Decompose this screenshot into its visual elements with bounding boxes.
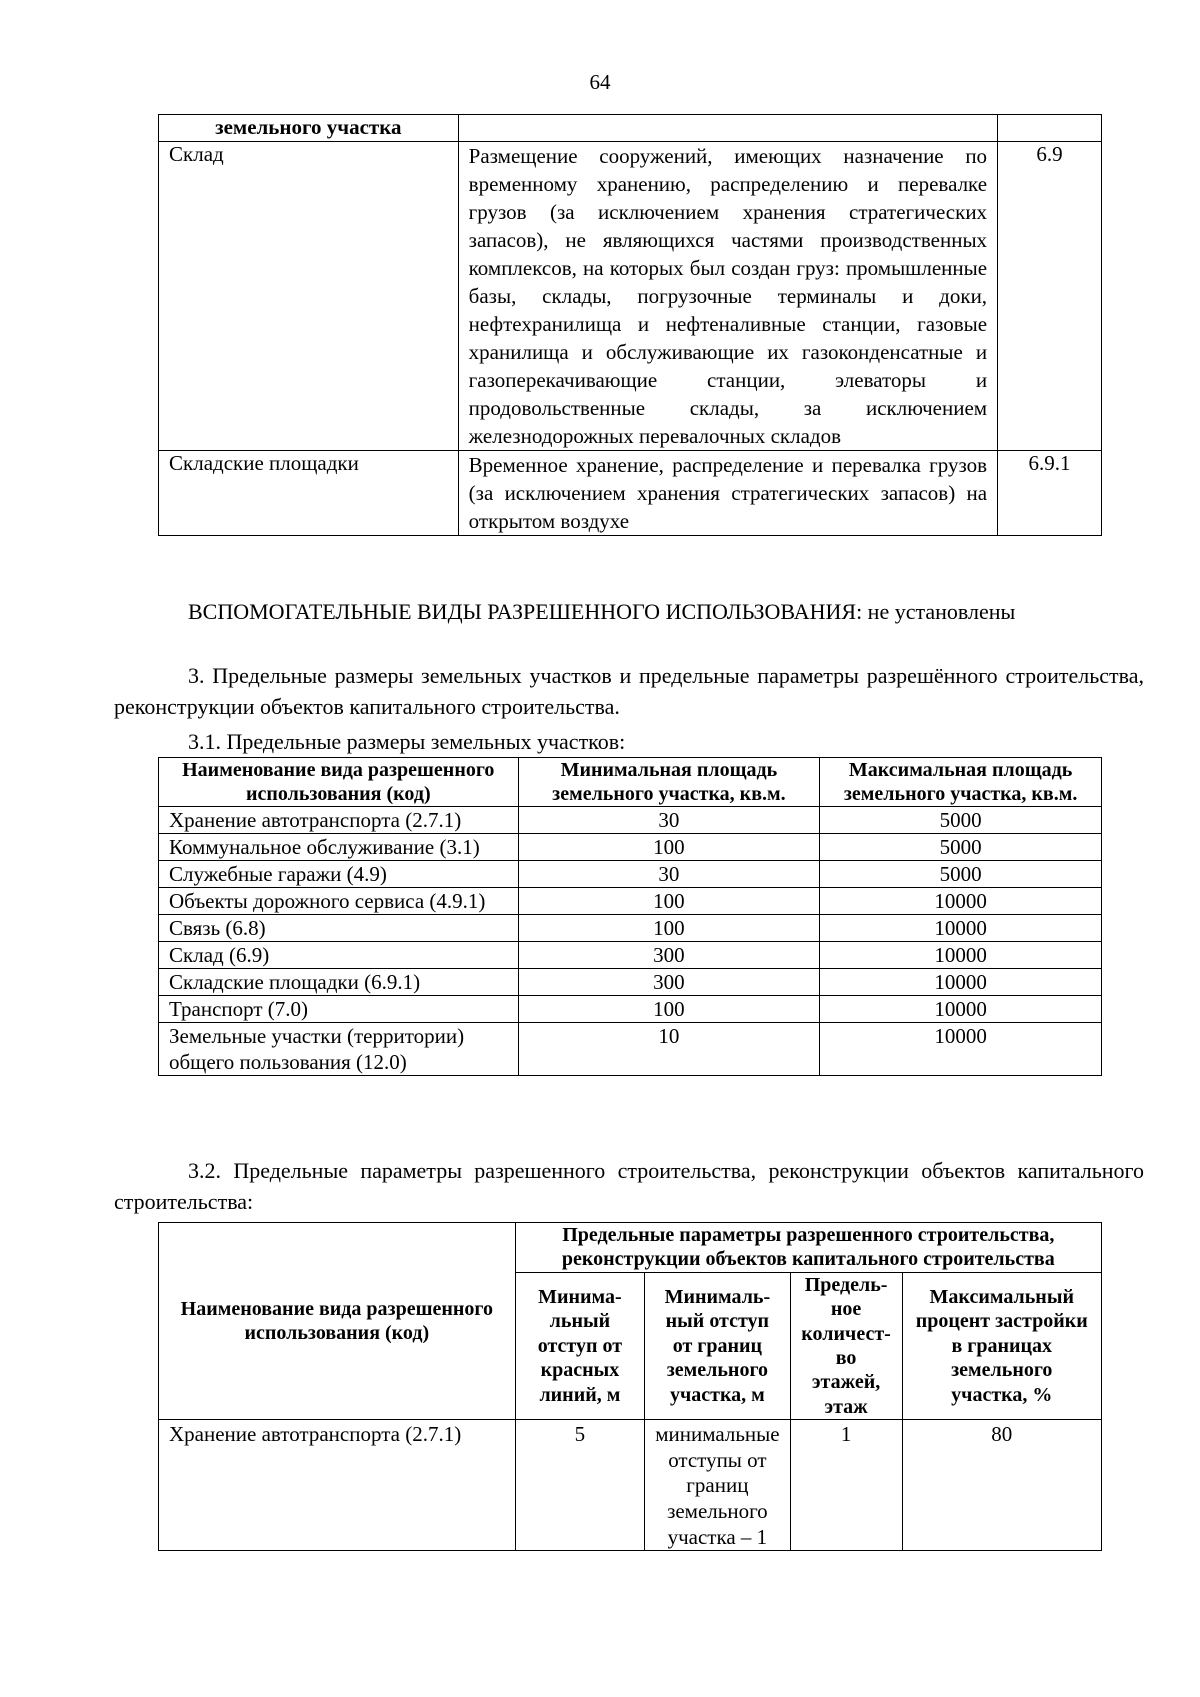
table-row [159, 942, 1102, 969]
use-name-cell: Складские площадки (6.9.1) [159, 969, 519, 996]
floors-cell: 1 [790, 1420, 902, 1551]
min-area-cell: 10 [518, 1023, 820, 1076]
aux-uses-label: ВСПОМОГАТЕЛЬНЫЕ ВИДЫ РАЗРЕШЕННОГО ИСПОЛЬЗОВАНИЯ [188, 599, 857, 624]
use-name-cell: Транспорт (7.0) [159, 996, 519, 1023]
border-setback-cell: минимальные отступы от границ земельного участка – 1 [645, 1420, 790, 1551]
column-group-header: Предельные параметры разрешенного строительства, реконструкции объектов капитального строительства [515, 1223, 1101, 1273]
table-row [159, 1023, 1102, 1076]
coverage-cell: 80 [902, 1420, 1101, 1551]
page-number: 64 [589, 70, 611, 94]
construction-parameters-table [158, 1222, 1102, 1551]
table-header-row [159, 1223, 1102, 1273]
aux-uses-line [188, 596, 1015, 627]
use-name-cell: Служебные гаражи (4.9) [159, 861, 519, 888]
table-cell [998, 115, 1102, 142]
column-header: Наименование вида разрешенного использования (код) [159, 1223, 516, 1420]
table-row [159, 115, 1102, 142]
table-row [159, 969, 1102, 996]
table-cell [458, 115, 997, 142]
min-area-cell: 300 [518, 942, 820, 969]
max-area-cell: 10000 [820, 888, 1102, 915]
aux-uses-value: : не установлены [856, 599, 1016, 624]
min-area-cell: 30 [518, 861, 820, 888]
max-area-cell: 10000 [820, 915, 1102, 942]
min-area-cell: 30 [518, 807, 820, 834]
use-name-cell: Хранение автотранспорта (2.7.1) [159, 1420, 516, 1551]
column-header: Минима-льный отступ от красных линий, м [515, 1272, 645, 1419]
column-header: Предель-ное количест-во этажей, этаж [790, 1272, 902, 1419]
max-area-cell: 10000 [820, 1023, 1102, 1076]
table-row [159, 915, 1102, 942]
use-name-cell: Склад [159, 141, 459, 450]
use-code-cell: 6.9 [998, 141, 1102, 450]
use-name-cell: Коммунальное обслуживание (3.1) [159, 834, 519, 861]
use-name-cell: Хранение автотранспорта (2.7.1) [159, 807, 519, 834]
section-3-1-heading: 3.1. Предельные размеры земельных участков: [188, 729, 626, 754]
use-code-cell: 6.9.1 [998, 450, 1102, 535]
table-cell: земельного участка [159, 115, 459, 142]
min-area-cell: 300 [518, 969, 820, 996]
plot-sizes-table [158, 757, 1102, 1076]
use-name-cell: Связь (6.8) [159, 915, 519, 942]
table-row [159, 888, 1102, 915]
max-area-cell: 10000 [820, 996, 1102, 1023]
use-name-cell: Складские площадки [159, 450, 459, 535]
table-row [159, 141, 1102, 450]
use-name-cell: Объекты дорожного сервиса (4.9.1) [159, 888, 519, 915]
column-header: Минималь-ный отступ от границ земельного участка, м [645, 1272, 790, 1419]
max-area-cell: 5000 [820, 834, 1102, 861]
table-row [159, 834, 1102, 861]
min-area-cell: 100 [518, 915, 820, 942]
table-row [159, 861, 1102, 888]
max-area-cell: 5000 [820, 807, 1102, 834]
section-3-2-paragraph: 3.2. Предельные параметры разрешенного строительства, реконструкции объектов капитального строительства: [114, 1158, 1144, 1215]
table-header-row [159, 758, 1102, 807]
column-header: Наименование вида разрешенного использования (код) [159, 758, 519, 807]
min-area-cell: 100 [518, 996, 820, 1023]
use-description-cell: Размещение сооружений, имеющих назначение по временному хранению, распределению и перевалке грузов (за исключением хранения стратегических запасов), не являющихся частями производственных комплексов, на которых был создан груз: промышленные базы, склады, погрузочные терминалы и доки, нефтехранилища и нефтеналивные станции, газовые хранилища и обслуживающие их газоконденсатные и газоперекачивающие станции, элеваторы и продовольственные склады, за исключением железнодорожных перевалочных складов [458, 141, 997, 450]
max-area-cell: 5000 [820, 861, 1102, 888]
use-name-cell: Склад (6.9) [159, 942, 519, 969]
section-3-paragraph: 3. Предельные размеры земельных участков и предельные параметры разрешённого строительства, реконструкции объектов капитального строительства. [114, 663, 1144, 720]
permitted-uses-table [158, 114, 1102, 536]
min-area-cell: 100 [518, 834, 820, 861]
table-row [159, 1420, 1102, 1551]
table-row [159, 996, 1102, 1023]
red-line-setback-cell: 5 [515, 1420, 645, 1551]
column-header: Минимальная площадь земельного участка, кв.м. [518, 758, 820, 807]
use-name-cell: Земельные участки (территории) общего пользования (12.0) [159, 1023, 519, 1076]
use-description-cell: Временное хранение, распределение и перевалка грузов (за исключением хранения стратегических запасов) на открытом воздухе [458, 450, 997, 535]
table-row [159, 450, 1102, 535]
column-header: Максимальная площадь земельного участка, кв.м. [820, 758, 1102, 807]
column-header: Максимальный процент застройки в границах земельного участка, % [902, 1272, 1101, 1419]
max-area-cell: 10000 [820, 942, 1102, 969]
min-area-cell: 100 [518, 888, 820, 915]
table-row [159, 807, 1102, 834]
max-area-cell: 10000 [820, 969, 1102, 996]
